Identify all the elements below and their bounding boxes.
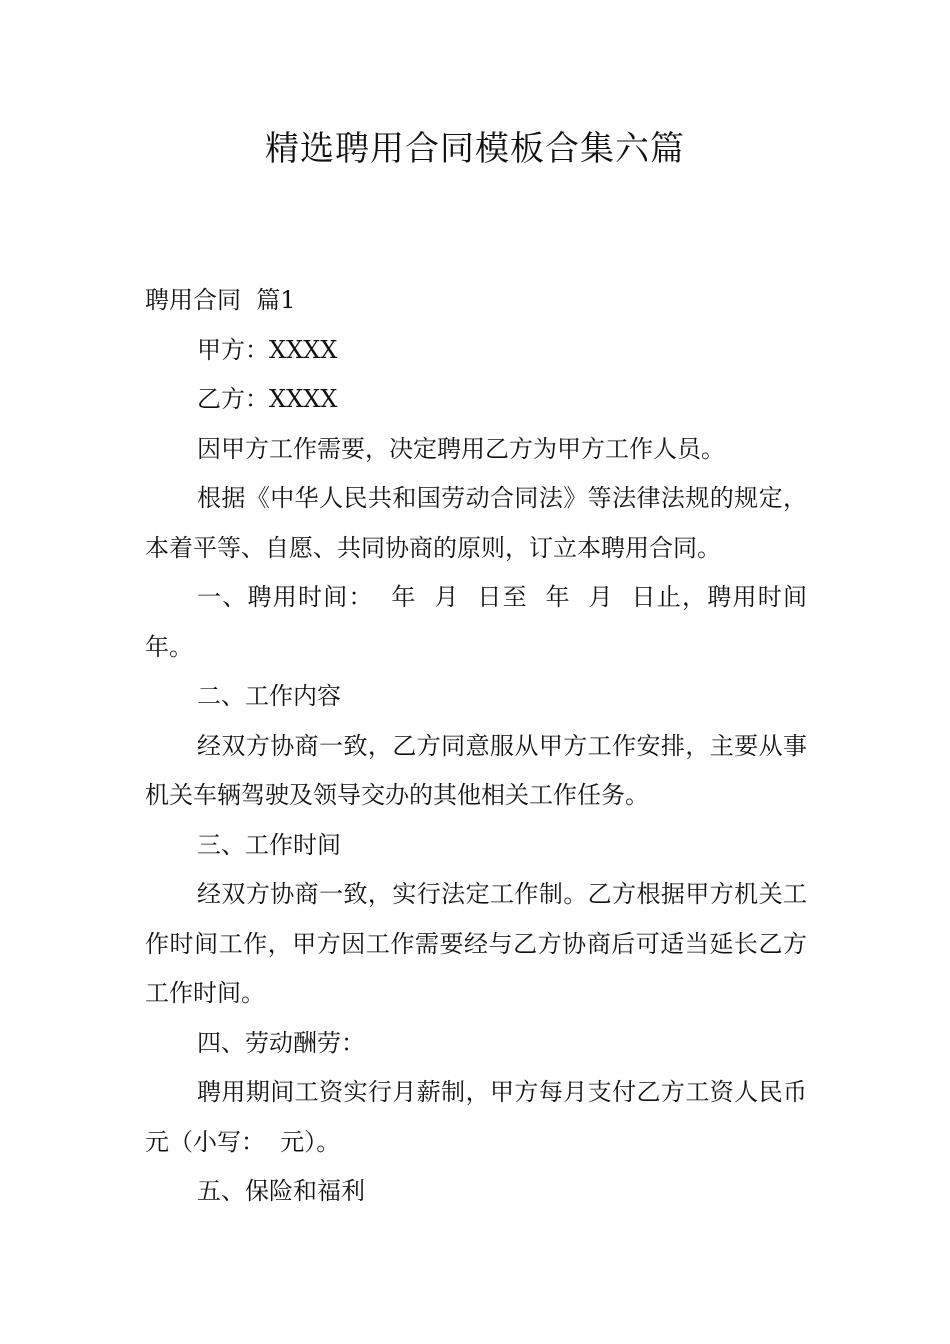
clause-5-heading: 五、保险和福利 (197, 1177, 365, 1205)
clause-3-heading: 三、工作时间 (197, 830, 341, 859)
clause-2-text: 经双方协商一致，乙方同意服从甲方工作安排，主要从事机关车辆驾驶及领导交办的其他相关工作任务。 (145, 731, 807, 809)
clause-1-employment-period: 一、聘用时间： 年 月 日至 年 月 日止，聘用时间 年。 (145, 583, 823, 661)
clause-4-heading: 四、劳动酬劳： (197, 1028, 365, 1057)
section-heading: 聘用合同 篇1 (145, 286, 296, 314)
clause-3-text: 经双方协商一致，实行法定工作制。乙方根据甲方机关工作时间工作，甲方因工作需要经与乙方协商后可适当延长乙方工作时间。 (145, 880, 807, 1007)
reason-paragraph: 因甲方工作需要，决定聘用乙方为甲方工作人员。 (197, 434, 725, 463)
document-title: 精选聘用合同模板合集六篇 (265, 129, 685, 169)
party-b-line: 乙方：XXXX (197, 385, 338, 413)
basis-paragraph: 根据《中华人民共和国劳动合同法》等法律法规的规定，本着平等、自愿、共同协商的原则，订立本聘用合同。 (145, 484, 807, 562)
party-a-line: 甲方：XXXX (197, 335, 338, 364)
document-body (145, 276, 823, 1217)
clause-2-heading: 二、工作内容 (197, 682, 341, 710)
clause-4-text: 聘用期间工资实行月薪制，甲方每月支付乙方工资人民币 元（小写： 元）。 (145, 1078, 823, 1156)
